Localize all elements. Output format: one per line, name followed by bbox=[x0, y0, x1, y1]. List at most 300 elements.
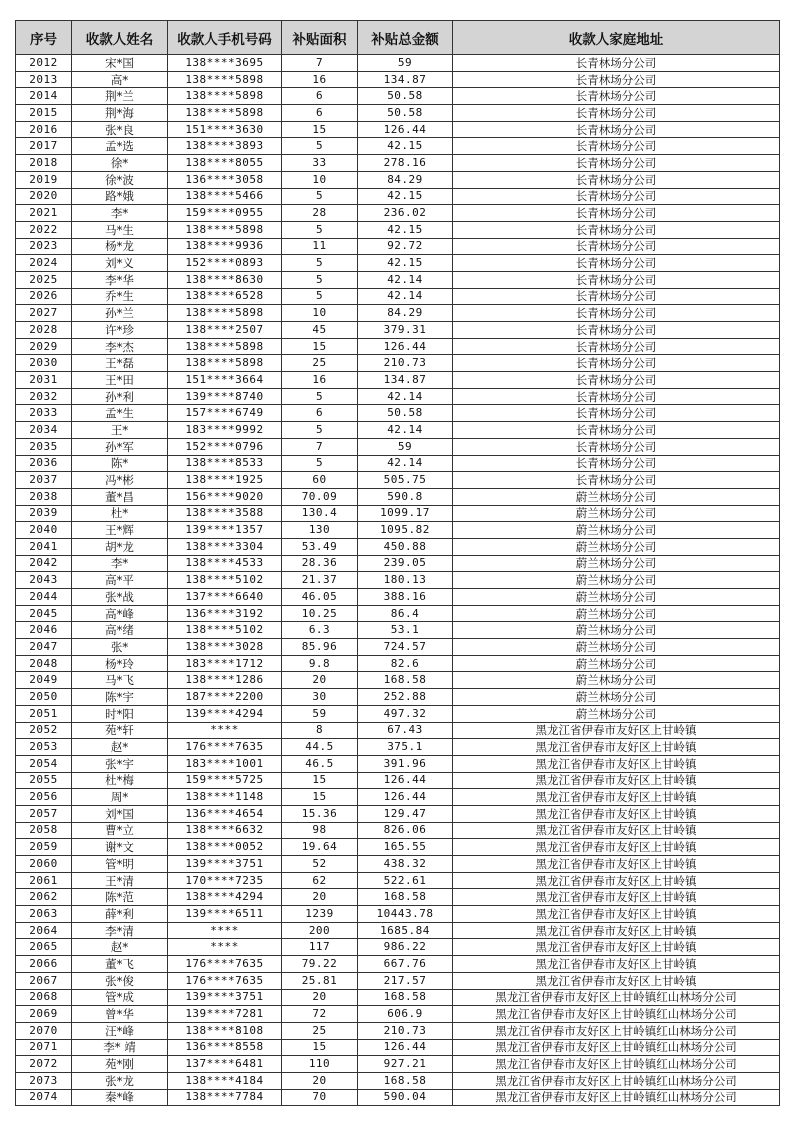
cell-index: 2022 bbox=[16, 221, 72, 238]
cell-payee-name: 孙*兰 bbox=[72, 305, 168, 322]
cell-home-address: 长青林场分公司 bbox=[453, 88, 780, 105]
cell-payee-name: 孙*军 bbox=[72, 438, 168, 455]
cell-subsidy-area: 1239 bbox=[282, 906, 358, 923]
table-row bbox=[16, 739, 780, 756]
cell-subsidy-area: 20 bbox=[282, 1072, 358, 1089]
cell-index: 2054 bbox=[16, 755, 72, 772]
cell-home-address: 黑龙江省伊春市友好区上甘岭镇 bbox=[453, 789, 780, 806]
cell-subsidy-area: 20 bbox=[282, 989, 358, 1006]
table-row bbox=[16, 722, 780, 739]
cell-subsidy-area: 15 bbox=[282, 789, 358, 806]
cell-subsidy-amount: 724.57 bbox=[358, 639, 453, 656]
cell-payee-name: 高*绪 bbox=[72, 622, 168, 639]
cell-phone: 170****7235 bbox=[168, 872, 282, 889]
cell-index: 2028 bbox=[16, 322, 72, 339]
cell-home-address: 黑龙江省伊春市友好区上甘岭镇 bbox=[453, 805, 780, 822]
table-row bbox=[16, 989, 780, 1006]
cell-subsidy-amount: 126.44 bbox=[358, 1039, 453, 1056]
cell-index: 2035 bbox=[16, 438, 72, 455]
table-row bbox=[16, 405, 780, 422]
cell-subsidy-area: 85.96 bbox=[282, 639, 358, 656]
cell-subsidy-amount: 497.32 bbox=[358, 705, 453, 722]
cell-index: 2067 bbox=[16, 972, 72, 989]
cell-payee-name: 徐* bbox=[72, 155, 168, 172]
table-row bbox=[16, 138, 780, 155]
cell-subsidy-area: 15 bbox=[282, 338, 358, 355]
table-body bbox=[16, 55, 780, 1106]
table-row bbox=[16, 71, 780, 88]
cell-subsidy-amount: 278.16 bbox=[358, 155, 453, 172]
cell-subsidy-area: 52 bbox=[282, 856, 358, 873]
cell-home-address: 长青林场分公司 bbox=[453, 238, 780, 255]
table-row bbox=[16, 1056, 780, 1073]
cell-payee-name: 王*辉 bbox=[72, 522, 168, 539]
cell-phone: 138****5102 bbox=[168, 572, 282, 589]
cell-home-address: 长青林场分公司 bbox=[453, 405, 780, 422]
cell-home-address: 黑龙江省伊春市友好区上甘岭镇红山林场分公司 bbox=[453, 989, 780, 1006]
cell-subsidy-amount: 126.44 bbox=[358, 338, 453, 355]
cell-index: 2017 bbox=[16, 138, 72, 155]
cell-subsidy-amount: 50.58 bbox=[358, 88, 453, 105]
cell-index: 2051 bbox=[16, 705, 72, 722]
table-row bbox=[16, 322, 780, 339]
cell-index: 2043 bbox=[16, 572, 72, 589]
cell-index: 2032 bbox=[16, 388, 72, 405]
cell-index: 2068 bbox=[16, 989, 72, 1006]
cell-subsidy-amount: 438.32 bbox=[358, 856, 453, 873]
cell-subsidy-amount: 379.31 bbox=[358, 322, 453, 339]
cell-phone: 138****4294 bbox=[168, 889, 282, 906]
cell-payee-name: 刘*国 bbox=[72, 805, 168, 822]
table-row bbox=[16, 505, 780, 522]
cell-subsidy-amount: 42.14 bbox=[358, 422, 453, 439]
cell-subsidy-area: 25 bbox=[282, 355, 358, 372]
cell-phone: 137****6640 bbox=[168, 589, 282, 606]
cell-subsidy-area: 33 bbox=[282, 155, 358, 172]
table-row bbox=[16, 205, 780, 222]
cell-payee-name: 宋*国 bbox=[72, 55, 168, 72]
cell-payee-name: 杜* bbox=[72, 505, 168, 522]
table-row bbox=[16, 639, 780, 656]
cell-home-address: 黑龙江省伊春市友好区上甘岭镇红山林场分公司 bbox=[453, 1006, 780, 1023]
cell-phone: 138****7784 bbox=[168, 1089, 282, 1106]
cell-phone: 139****7281 bbox=[168, 1006, 282, 1023]
cell-subsidy-amount: 42.14 bbox=[358, 271, 453, 288]
table-row bbox=[16, 305, 780, 322]
cell-index: 2024 bbox=[16, 255, 72, 272]
cell-home-address: 长青林场分公司 bbox=[453, 71, 780, 88]
cell-home-address: 蔚兰林场分公司 bbox=[453, 605, 780, 622]
cell-phone: 138****2507 bbox=[168, 322, 282, 339]
cell-index: 2046 bbox=[16, 622, 72, 639]
cell-phone: 138****3028 bbox=[168, 639, 282, 656]
cell-subsidy-amount: 84.29 bbox=[358, 305, 453, 322]
cell-index: 2015 bbox=[16, 105, 72, 122]
table-row bbox=[16, 956, 780, 973]
cell-payee-name: 曹*立 bbox=[72, 822, 168, 839]
cell-payee-name: 杜*梅 bbox=[72, 772, 168, 789]
cell-home-address: 蔚兰林场分公司 bbox=[453, 522, 780, 539]
cell-payee-name: 孟*生 bbox=[72, 405, 168, 422]
cell-home-address: 黑龙江省伊春市友好区上甘岭镇红山林场分公司 bbox=[453, 1072, 780, 1089]
cell-phone: **** bbox=[168, 922, 282, 939]
table-row bbox=[16, 1072, 780, 1089]
cell-index: 2050 bbox=[16, 689, 72, 706]
cell-subsidy-amount: 59 bbox=[358, 438, 453, 455]
cell-phone: 138****1925 bbox=[168, 472, 282, 489]
cell-payee-name: 胡*龙 bbox=[72, 538, 168, 555]
cell-subsidy-area: 21.37 bbox=[282, 572, 358, 589]
cell-index: 2058 bbox=[16, 822, 72, 839]
cell-phone: 138****5898 bbox=[168, 71, 282, 88]
cell-payee-name: 王*磊 bbox=[72, 355, 168, 372]
cell-subsidy-amount: 450.88 bbox=[358, 538, 453, 555]
cell-phone: 151****3664 bbox=[168, 372, 282, 389]
cell-phone: 138****8533 bbox=[168, 455, 282, 472]
cell-home-address: 蔚兰林场分公司 bbox=[453, 639, 780, 656]
cell-subsidy-area: 5 bbox=[282, 255, 358, 272]
cell-subsidy-area: 10 bbox=[282, 305, 358, 322]
cell-index: 2034 bbox=[16, 422, 72, 439]
cell-phone: 138****4533 bbox=[168, 555, 282, 572]
cell-phone: 139****8740 bbox=[168, 388, 282, 405]
cell-payee-name: 时*阳 bbox=[72, 705, 168, 722]
cell-payee-name: 李*杰 bbox=[72, 338, 168, 355]
cell-home-address: 蔚兰林场分公司 bbox=[453, 622, 780, 639]
cell-home-address: 蔚兰林场分公司 bbox=[453, 488, 780, 505]
table-row bbox=[16, 355, 780, 372]
cell-phone: 152****0796 bbox=[168, 438, 282, 455]
cell-phone: 137****6481 bbox=[168, 1056, 282, 1073]
cell-subsidy-amount: 59 bbox=[358, 55, 453, 72]
cell-phone: 138****5898 bbox=[168, 88, 282, 105]
cell-home-address: 长青林场分公司 bbox=[453, 205, 780, 222]
subsidy-table-sheet bbox=[15, 20, 780, 1106]
cell-subsidy-area: 5 bbox=[282, 271, 358, 288]
table-row bbox=[16, 472, 780, 489]
table-row bbox=[16, 672, 780, 689]
cell-payee-name: 张*俊 bbox=[72, 972, 168, 989]
table-row bbox=[16, 622, 780, 639]
cell-phone: 159****5725 bbox=[168, 772, 282, 789]
cell-index: 2033 bbox=[16, 405, 72, 422]
cell-home-address: 蔚兰林场分公司 bbox=[453, 705, 780, 722]
table-row bbox=[16, 155, 780, 172]
cell-subsidy-amount: 53.1 bbox=[358, 622, 453, 639]
cell-payee-name: 张*良 bbox=[72, 121, 168, 138]
cell-index: 2061 bbox=[16, 872, 72, 889]
cell-subsidy-amount: 50.58 bbox=[358, 105, 453, 122]
header-phone: 收款人手机号码 bbox=[168, 21, 282, 55]
cell-phone: 138****8055 bbox=[168, 155, 282, 172]
cell-subsidy-amount: 168.58 bbox=[358, 1072, 453, 1089]
table-row bbox=[16, 772, 780, 789]
cell-phone: 138****1286 bbox=[168, 672, 282, 689]
cell-subsidy-area: 5 bbox=[282, 188, 358, 205]
cell-home-address: 蔚兰林场分公司 bbox=[453, 538, 780, 555]
cell-phone: 139****3751 bbox=[168, 856, 282, 873]
cell-index: 2062 bbox=[16, 889, 72, 906]
cell-index: 2031 bbox=[16, 372, 72, 389]
cell-phone: 138****5898 bbox=[168, 305, 282, 322]
table-row bbox=[16, 789, 780, 806]
cell-phone: 159****0955 bbox=[168, 205, 282, 222]
cell-phone: 138****3304 bbox=[168, 538, 282, 555]
cell-phone: 152****0893 bbox=[168, 255, 282, 272]
cell-payee-name: 薛*利 bbox=[72, 906, 168, 923]
cell-subsidy-area: 53.49 bbox=[282, 538, 358, 555]
cell-subsidy-area: 45 bbox=[282, 322, 358, 339]
cell-subsidy-amount: 239.05 bbox=[358, 555, 453, 572]
cell-subsidy-area: 15 bbox=[282, 1039, 358, 1056]
cell-home-address: 长青林场分公司 bbox=[453, 438, 780, 455]
cell-home-address: 长青林场分公司 bbox=[453, 455, 780, 472]
cell-subsidy-area: 15.36 bbox=[282, 805, 358, 822]
cell-home-address: 长青林场分公司 bbox=[453, 372, 780, 389]
cell-subsidy-amount: 50.58 bbox=[358, 405, 453, 422]
cell-index: 2060 bbox=[16, 856, 72, 873]
cell-subsidy-area: 19.64 bbox=[282, 839, 358, 856]
table-row bbox=[16, 689, 780, 706]
cell-payee-name: 董*飞 bbox=[72, 956, 168, 973]
cell-home-address: 黑龙江省伊春市友好区上甘岭镇红山林场分公司 bbox=[453, 1039, 780, 1056]
cell-index: 2014 bbox=[16, 88, 72, 105]
cell-index: 2049 bbox=[16, 672, 72, 689]
cell-subsidy-amount: 82.6 bbox=[358, 655, 453, 672]
cell-home-address: 长青林场分公司 bbox=[453, 155, 780, 172]
cell-payee-name: 王* bbox=[72, 422, 168, 439]
cell-home-address: 长青林场分公司 bbox=[453, 322, 780, 339]
cell-subsidy-area: 62 bbox=[282, 872, 358, 889]
cell-phone: 157****6749 bbox=[168, 405, 282, 422]
cell-index: 2027 bbox=[16, 305, 72, 322]
table-row bbox=[16, 105, 780, 122]
cell-index: 2040 bbox=[16, 522, 72, 539]
cell-payee-name: 汪*峰 bbox=[72, 1022, 168, 1039]
cell-home-address: 长青林场分公司 bbox=[453, 121, 780, 138]
table-row bbox=[16, 338, 780, 355]
cell-home-address: 黑龙江省伊春市友好区上甘岭镇 bbox=[453, 972, 780, 989]
cell-phone: 187****2200 bbox=[168, 689, 282, 706]
cell-phone: 176****7635 bbox=[168, 739, 282, 756]
cell-subsidy-area: 10.25 bbox=[282, 605, 358, 622]
cell-phone: 183****9992 bbox=[168, 422, 282, 439]
cell-subsidy-amount: 986.22 bbox=[358, 939, 453, 956]
cell-subsidy-amount: 42.15 bbox=[358, 188, 453, 205]
cell-subsidy-amount: 42.14 bbox=[358, 388, 453, 405]
cell-subsidy-amount: 391.96 bbox=[358, 755, 453, 772]
cell-home-address: 黑龙江省伊春市友好区上甘岭镇红山林场分公司 bbox=[453, 1022, 780, 1039]
cell-subsidy-area: 5 bbox=[282, 388, 358, 405]
cell-payee-name: 管*成 bbox=[72, 989, 168, 1006]
cell-home-address: 长青林场分公司 bbox=[453, 288, 780, 305]
cell-subsidy-area: 16 bbox=[282, 71, 358, 88]
table-row bbox=[16, 288, 780, 305]
cell-subsidy-area: 72 bbox=[282, 1006, 358, 1023]
cell-subsidy-area: 79.22 bbox=[282, 956, 358, 973]
cell-index: 2055 bbox=[16, 772, 72, 789]
cell-index: 2063 bbox=[16, 906, 72, 923]
cell-home-address: 蔚兰林场分公司 bbox=[453, 589, 780, 606]
cell-subsidy-area: 10 bbox=[282, 171, 358, 188]
cell-payee-name: 曾*华 bbox=[72, 1006, 168, 1023]
cell-home-address: 黑龙江省伊春市友好区上甘岭镇 bbox=[453, 822, 780, 839]
cell-phone: 138****5898 bbox=[168, 221, 282, 238]
cell-subsidy-area: 5 bbox=[282, 455, 358, 472]
cell-index: 2020 bbox=[16, 188, 72, 205]
cell-subsidy-amount: 590.8 bbox=[358, 488, 453, 505]
cell-home-address: 黑龙江省伊春市友好区上甘岭镇 bbox=[453, 772, 780, 789]
table-row bbox=[16, 939, 780, 956]
cell-subsidy-area: 30 bbox=[282, 689, 358, 706]
cell-index: 2059 bbox=[16, 839, 72, 856]
table-row bbox=[16, 188, 780, 205]
cell-payee-name: 荆*海 bbox=[72, 105, 168, 122]
cell-home-address: 黑龙江省伊春市友好区上甘岭镇 bbox=[453, 956, 780, 973]
cell-home-address: 黑龙江省伊春市友好区上甘岭镇 bbox=[453, 722, 780, 739]
subsidy-table bbox=[15, 20, 780, 1106]
cell-home-address: 黑龙江省伊春市友好区上甘岭镇红山林场分公司 bbox=[453, 1056, 780, 1073]
cell-payee-name: 许*珍 bbox=[72, 322, 168, 339]
cell-home-address: 蔚兰林场分公司 bbox=[453, 572, 780, 589]
cell-index: 2029 bbox=[16, 338, 72, 355]
cell-subsidy-amount: 252.88 bbox=[358, 689, 453, 706]
cell-payee-name: 马*飞 bbox=[72, 672, 168, 689]
cell-subsidy-area: 28 bbox=[282, 205, 358, 222]
cell-subsidy-amount: 129.47 bbox=[358, 805, 453, 822]
cell-index: 2044 bbox=[16, 589, 72, 606]
cell-home-address: 蔚兰林场分公司 bbox=[453, 689, 780, 706]
cell-subsidy-amount: 1685.84 bbox=[358, 922, 453, 939]
cell-subsidy-amount: 126.44 bbox=[358, 789, 453, 806]
table-row bbox=[16, 455, 780, 472]
cell-index: 2064 bbox=[16, 922, 72, 939]
cell-index: 2012 bbox=[16, 55, 72, 72]
cell-payee-name: 路*娥 bbox=[72, 188, 168, 205]
cell-subsidy-amount: 826.06 bbox=[358, 822, 453, 839]
table-row bbox=[16, 906, 780, 923]
cell-index: 2018 bbox=[16, 155, 72, 172]
cell-subsidy-amount: 667.76 bbox=[358, 956, 453, 973]
cell-subsidy-amount: 1099.17 bbox=[358, 505, 453, 522]
cell-subsidy-area: 110 bbox=[282, 1056, 358, 1073]
cell-payee-name: 李* bbox=[72, 555, 168, 572]
cell-subsidy-amount: 42.15 bbox=[358, 138, 453, 155]
cell-home-address: 黑龙江省伊春市友好区上甘岭镇 bbox=[453, 906, 780, 923]
table-row bbox=[16, 88, 780, 105]
cell-subsidy-amount: 42.15 bbox=[358, 255, 453, 272]
cell-subsidy-area: 6 bbox=[282, 405, 358, 422]
cell-payee-name: 王*清 bbox=[72, 872, 168, 889]
cell-index: 2066 bbox=[16, 956, 72, 973]
cell-index: 2045 bbox=[16, 605, 72, 622]
cell-phone: 136****4654 bbox=[168, 805, 282, 822]
cell-subsidy-amount: 84.29 bbox=[358, 171, 453, 188]
cell-subsidy-amount: 42.14 bbox=[358, 455, 453, 472]
cell-phone: 176****7635 bbox=[168, 956, 282, 973]
cell-payee-name: 赵* bbox=[72, 939, 168, 956]
cell-subsidy-area: 130 bbox=[282, 522, 358, 539]
header-payee-name: 收款人姓名 bbox=[72, 21, 168, 55]
header-subsidy-amount: 补贴总金额 bbox=[358, 21, 453, 55]
cell-subsidy-area: 6 bbox=[282, 88, 358, 105]
table-row bbox=[16, 238, 780, 255]
cell-phone: 138****1148 bbox=[168, 789, 282, 806]
table-row bbox=[16, 655, 780, 672]
cell-phone: 138****8630 bbox=[168, 271, 282, 288]
cell-phone: 138****6632 bbox=[168, 822, 282, 839]
cell-home-address: 黑龙江省伊春市友好区上甘岭镇 bbox=[453, 755, 780, 772]
cell-home-address: 黑龙江省伊春市友好区上甘岭镇 bbox=[453, 872, 780, 889]
cell-subsidy-amount: 67.43 bbox=[358, 722, 453, 739]
cell-subsidy-amount: 180.13 bbox=[358, 572, 453, 589]
cell-index: 2053 bbox=[16, 739, 72, 756]
cell-index: 2025 bbox=[16, 271, 72, 288]
cell-home-address: 黑龙江省伊春市友好区上甘岭镇红山林场分公司 bbox=[453, 1089, 780, 1106]
cell-subsidy-amount: 134.87 bbox=[358, 372, 453, 389]
cell-payee-name: 李*清 bbox=[72, 922, 168, 939]
cell-index: 2037 bbox=[16, 472, 72, 489]
cell-payee-name: 董*昌 bbox=[72, 488, 168, 505]
cell-index: 2042 bbox=[16, 555, 72, 572]
cell-subsidy-area: 15 bbox=[282, 772, 358, 789]
cell-payee-name: 谢*文 bbox=[72, 839, 168, 856]
cell-subsidy-area: 20 bbox=[282, 672, 358, 689]
table-row bbox=[16, 605, 780, 622]
cell-subsidy-area: 7 bbox=[282, 438, 358, 455]
cell-index: 2065 bbox=[16, 939, 72, 956]
cell-phone: 138****4184 bbox=[168, 1072, 282, 1089]
cell-index: 2030 bbox=[16, 355, 72, 372]
cell-phone: 136****8558 bbox=[168, 1039, 282, 1056]
cell-index: 2023 bbox=[16, 238, 72, 255]
cell-payee-name: 陈*宇 bbox=[72, 689, 168, 706]
cell-payee-name: 刘*义 bbox=[72, 255, 168, 272]
cell-home-address: 黑龙江省伊春市友好区上甘岭镇 bbox=[453, 922, 780, 939]
cell-index: 2069 bbox=[16, 1006, 72, 1023]
cell-subsidy-amount: 168.58 bbox=[358, 672, 453, 689]
cell-payee-name: 孟*选 bbox=[72, 138, 168, 155]
cell-index: 2019 bbox=[16, 171, 72, 188]
table-row bbox=[16, 422, 780, 439]
cell-phone: 138****5466 bbox=[168, 188, 282, 205]
cell-index: 2047 bbox=[16, 639, 72, 656]
cell-home-address: 长青林场分公司 bbox=[453, 388, 780, 405]
cell-subsidy-area: 7 bbox=[282, 55, 358, 72]
cell-phone: 139****6511 bbox=[168, 906, 282, 923]
table-row bbox=[16, 538, 780, 555]
table-row bbox=[16, 555, 780, 572]
cell-home-address: 长青林场分公司 bbox=[453, 422, 780, 439]
cell-home-address: 黑龙江省伊春市友好区上甘岭镇 bbox=[453, 839, 780, 856]
cell-subsidy-amount: 217.57 bbox=[358, 972, 453, 989]
cell-index: 2052 bbox=[16, 722, 72, 739]
cell-subsidy-area: 44.5 bbox=[282, 739, 358, 756]
table-row bbox=[16, 589, 780, 606]
cell-phone: 138****6528 bbox=[168, 288, 282, 305]
cell-subsidy-amount: 168.58 bbox=[358, 989, 453, 1006]
cell-subsidy-amount: 42.15 bbox=[358, 221, 453, 238]
table-row bbox=[16, 438, 780, 455]
cell-subsidy-area: 130.4 bbox=[282, 505, 358, 522]
cell-phone: 183****1712 bbox=[168, 655, 282, 672]
cell-subsidy-area: 25.81 bbox=[282, 972, 358, 989]
cell-subsidy-area: 6.3 bbox=[282, 622, 358, 639]
cell-subsidy-amount: 388.16 bbox=[358, 589, 453, 606]
cell-home-address: 长青林场分公司 bbox=[453, 338, 780, 355]
table-row bbox=[16, 255, 780, 272]
cell-subsidy-area: 5 bbox=[282, 288, 358, 305]
